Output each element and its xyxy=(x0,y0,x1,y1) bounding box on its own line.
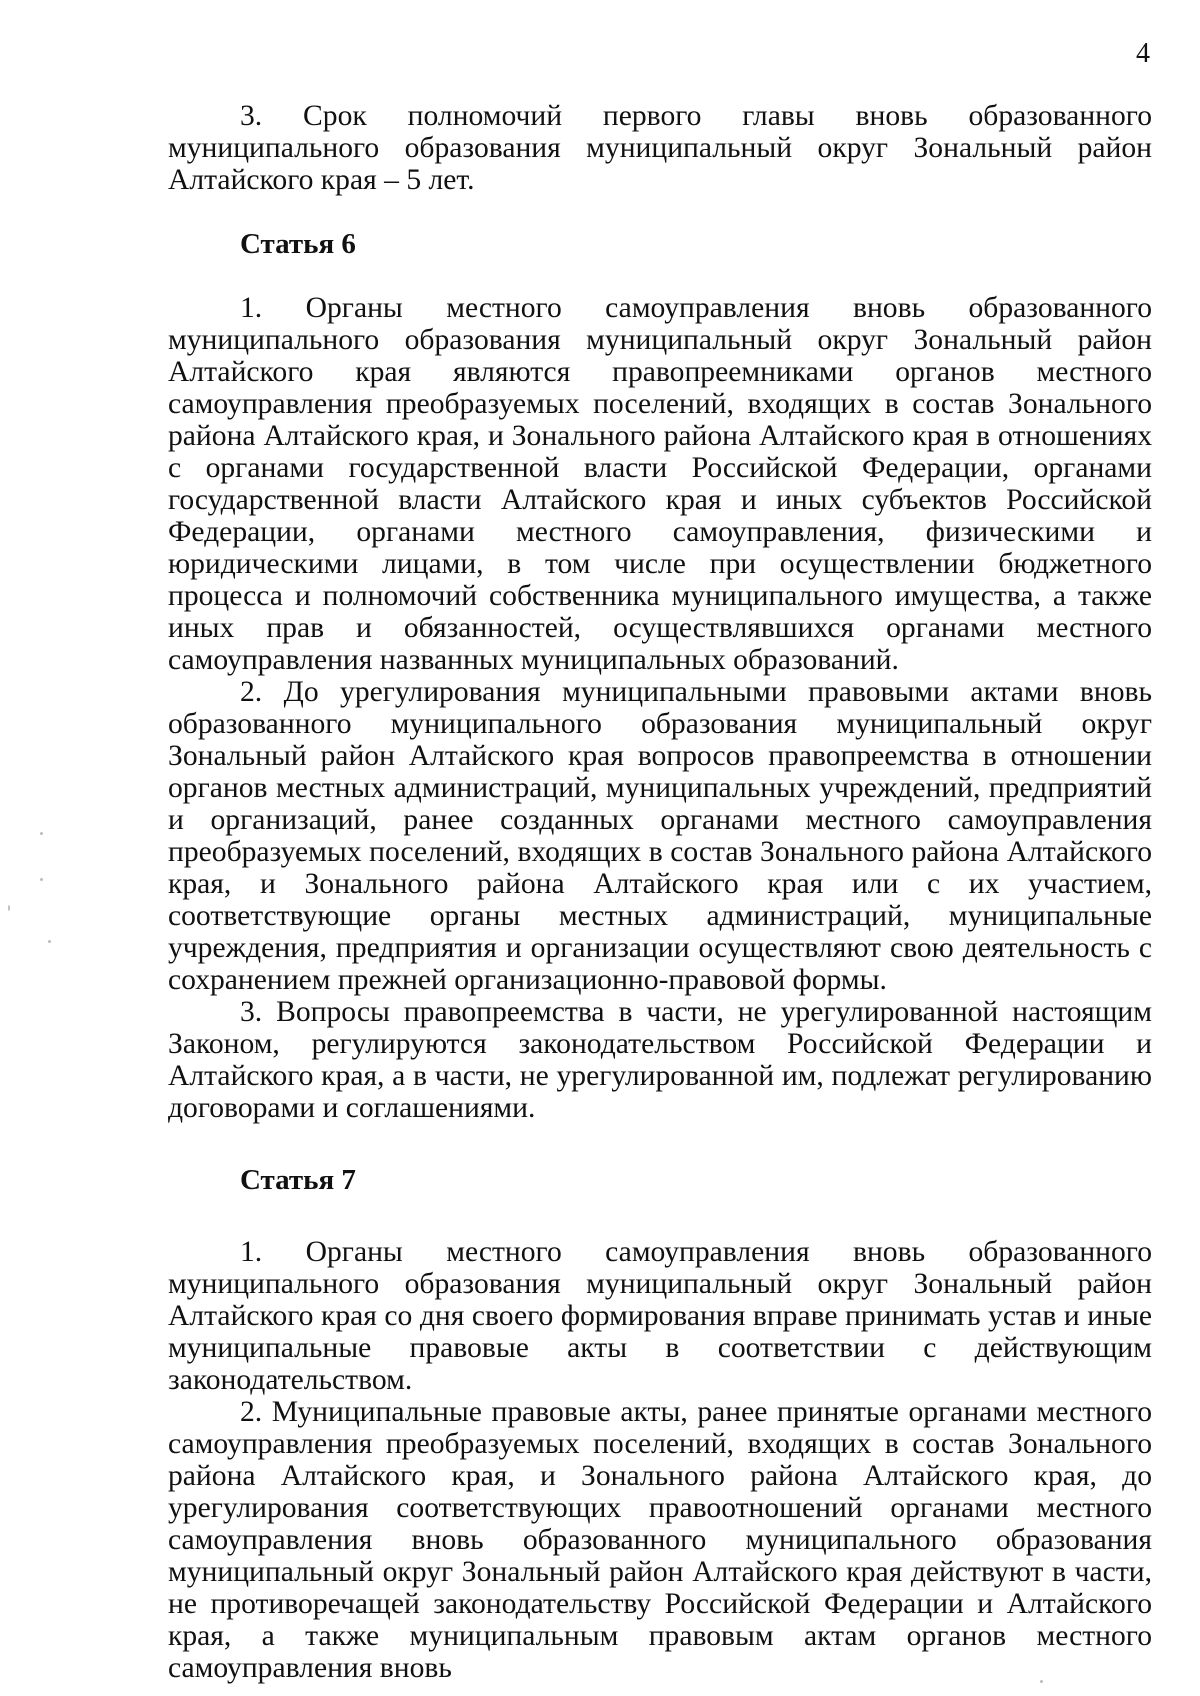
article-7-heading: Статья 7 xyxy=(240,1164,356,1196)
page-number: 4 xyxy=(1136,38,1150,69)
document-body xyxy=(168,100,1152,1684)
article-6-heading: Статья 6 xyxy=(240,228,356,260)
article6-paragraph-1: 1. Органы местного самоуправления вновь образованного муниципального образования муниципальный округ Зональный район Алтайского края являются правопреемниками органов местного самоуправления преобразуемых поселений, входящих в состав Зонального района Алтайского края, и Зонального района Алтайского края в отношениях с органами государственной власти Российской Федерации, органами государственной власти Алтайского края и иных субъектов Российской Федерации, органами местного самоуправления, физическими и юридическими лицами, в том числе при осуществлении бюджетного процесса и полномочий собственника муниципального имущества, а также иных прав и обязанностей, осуществлявшихся органами местного самоуправления названных муниципальных образований. xyxy=(168,292,1152,676)
article7-paragraph-2: 2. Муниципальные правовые акты, ранее принятые органами местного самоуправления преобразуемых поселений, входящих в состав Зонального района Алтайского края, и Зонального района Алтайского края, до урегулирования соответствующих правоотношений органами местного самоуправления вновь образованного муниципального образования муниципальный округ Зональный район Алтайского края действуют в части, не противоречащей законодательству Российской Федерации и Алтайского края, а также муниципальным правовым актам органов местного самоуправления вновь xyxy=(168,1396,1152,1684)
article5-paragraph-3: 3. Срок полномочий первого главы вновь образованного муниципального образования муниципальный округ Зональный район Алтайского края – 5 лет. xyxy=(168,100,1152,196)
article6-paragraph-2: 2. До урегулирования муниципальными правовыми актами вновь образованного муниципального образования муниципальный округ Зональный район Алтайского края вопросов правопреемства в отношении органов местных администраций, муниципальных учреждений, предприятий и организаций, ранее созданных органами местного самоуправления преобразуемых поселений, входящих в состав Зонального района Алтайского края, и Зонального района Алтайского края или с их участием, соответствующие органы местных администраций, муниципальные учреждения, предприятия и организации осуществляют свою деятельность с сохранением прежней организационно-правовой формы. xyxy=(168,676,1152,996)
scan-speck xyxy=(48,940,51,943)
scan-speck xyxy=(8,905,10,911)
scan-speck xyxy=(40,878,43,881)
article7-paragraph-1: 1. Органы местного самоуправления вновь образованного муниципального образования муниципальный округ Зональный район Алтайского края со дня своего формирования вправе принимать устав и иные муниципальные правовые акты в соответствии с действующим законодательством. xyxy=(168,1236,1152,1396)
article6-paragraph-3: 3. Вопросы правопреемства в части, не урегулированной настоящим Законом, регулируются законодательством Российской Федерации и Алтайского края, а в части, не урегулированной им, подлежат регулированию договорами и соглашениями. xyxy=(168,996,1152,1124)
scan-speck xyxy=(40,832,43,835)
